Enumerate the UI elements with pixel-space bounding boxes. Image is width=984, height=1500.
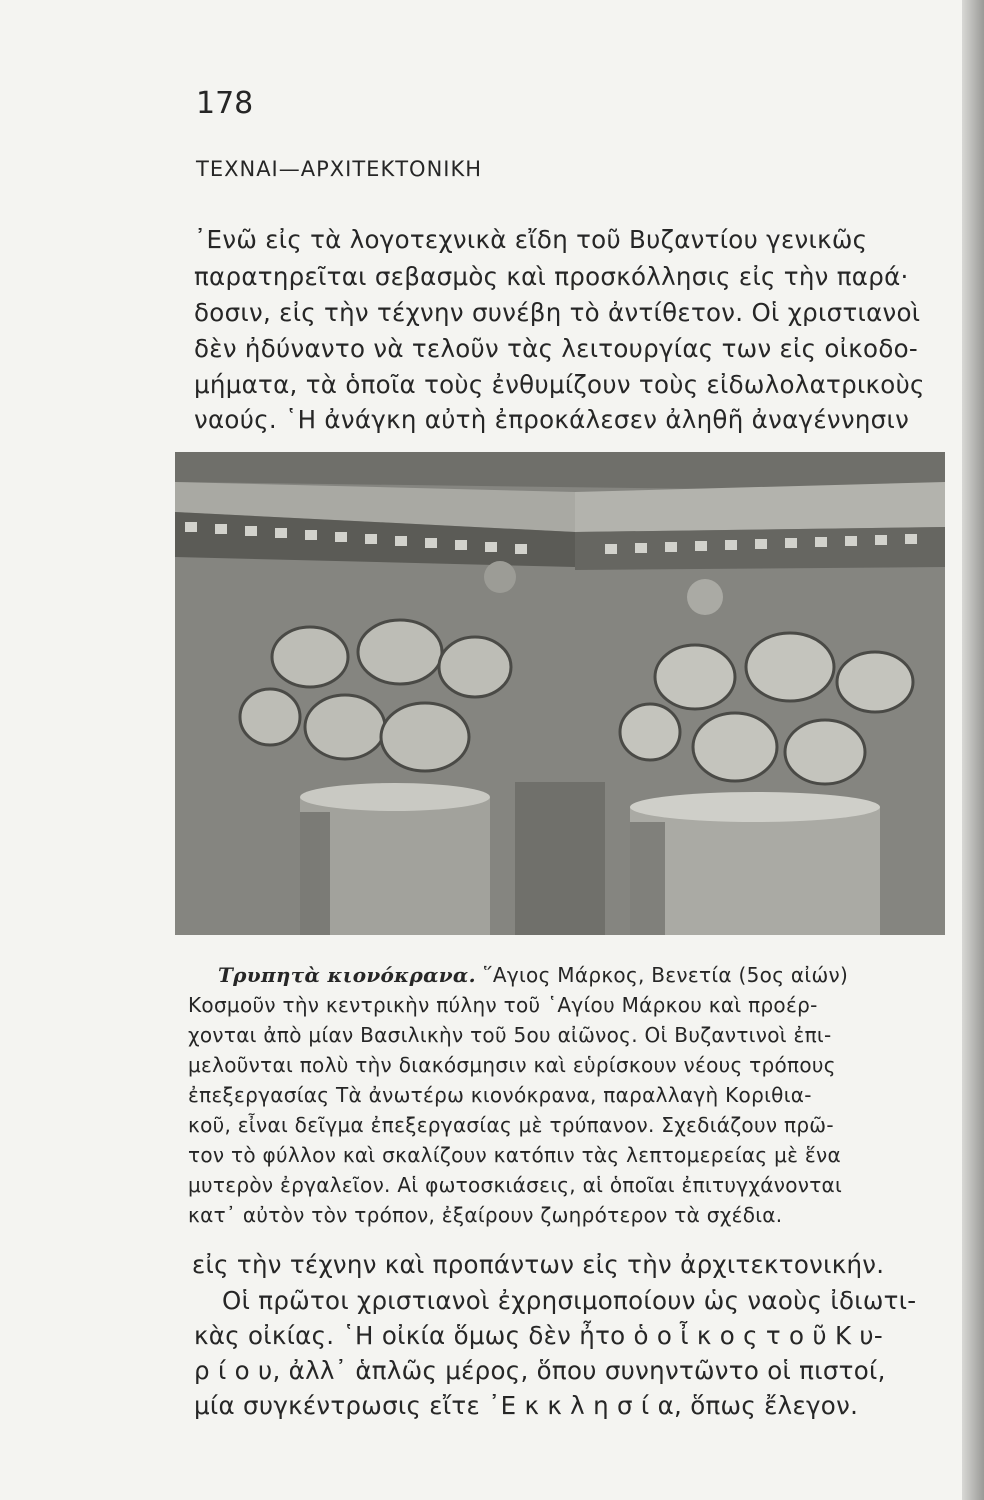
caption-line: ἐπεξεργασίας Τὰ ἀνωτέρω κιονόκρανα, παραλλαγὴ Κοριθια- — [188, 1083, 812, 1107]
caption-line: κατ᾿ αὐτὸν τὸν τρόπον, ἐξαίρουν ζωηρότερον τὰ σχέδια. — [188, 1203, 783, 1227]
caption-line: μυτερὸν ἐργαλεῖον. Αἱ φωτοσκιάσεις, αἱ ὁποῖαι ἐπιτυγχάνονται — [188, 1173, 843, 1197]
figure-caption-location: ῞Αγιος Μάρκος, Βενετία (5ος αἰών) — [482, 963, 849, 987]
body-line: μήματα, τὰ ὁποῖα τοὺς ἐνθυμίζουν τοὺς εἰδωλολατρικοὺς — [194, 370, 925, 399]
body-line: μία συγκέντρωσις εἴτε ᾿Ε κ κ λ η σ ί α, ὅπως ἔλεγον. — [194, 1391, 859, 1420]
body-line: ναούς. ῾Η ἀνάγκη αὐτὴ ἐπροκάλεσεν ἀληθῆ ἀναγέννησιν — [194, 405, 910, 434]
capitals-photo-drawing — [175, 452, 945, 935]
body-line: δοσιν, εἰς τὴν τέχνην συνέβη τὸ ἀντίθετον. Οἱ χριστιανοὶ — [194, 298, 921, 327]
caption-line: χονται ἀπὸ μίαν Βασιλικὴν τοῦ 5ου αἰῶνος. Οἱ Βυζαντινοὶ ἐπι- — [188, 1023, 832, 1047]
body-line: εἰς τὴν τέχνην καὶ προπάντων εἰς τὴν ἀρχιτεκτονικήν. — [192, 1250, 885, 1279]
body-line: Οἱ πρῶτοι χριστιανοὶ ἐχρησιμοποίουν ὡς ναοὺς ἰδιωτι- — [222, 1286, 917, 1315]
body-line: κὰς οἰκίας. ῾Η οἰκία ὅμως δὲν ἦτο ὁ ο ἶ κ ο ς τ ο ῦ Κ υ- — [194, 1321, 884, 1350]
caption-line: Κοσμοῦν τὴν κεντρικὴν πύλην τοῦ ῾Αγίου Μάρκου καὶ προέρ- — [188, 993, 818, 1017]
figure-caption-title: Τρυπητὰ κιονόκρανα. — [218, 963, 476, 987]
body-line: ᾿Ενῶ εἰς τὰ λογοτεχνικὰ εἴδη τοῦ Βυζαντίου γενικῶς — [194, 225, 868, 254]
figure-caption-heading — [218, 960, 848, 990]
capitals-photograph — [175, 452, 945, 935]
page-number: 178 — [196, 86, 254, 121]
caption-line: κοῦ, εἶναι δεῖγμα ἐπεξεργασίας μὲ τρύπανον. Σχεδιάζουν πρῶ- — [188, 1113, 834, 1137]
body-line: παρατηρεῖται σεβασμὸς καὶ προσκόλλησις εἰς τὴν παρά· — [194, 262, 909, 291]
caption-line: μελοῦνται πολὺ τὴν διακόσμησιν καὶ εὑρίσκουν νέους τρόπους — [188, 1053, 836, 1077]
body-line: δὲν ἠδύναντο νὰ τελοῦν τὰς λειτουργίας των εἰς οἰκοδο- — [194, 334, 919, 363]
page-binding-edge — [962, 0, 984, 1500]
caption-line: τον τὸ φύλλον καὶ σκαλίζουν κατόπιν τὰς λεπτομερείας μὲ ἕνα — [188, 1143, 841, 1167]
running-header: ΤΕΧΝΑΙ—ΑΡΧΙΤΕΚΤΟΝΙΚΗ — [196, 157, 483, 181]
body-line: ρ ί ο υ, ἀλλ᾿ ἁπλῶς μέρος, ὅπου συνηντῶντο οἱ πιστοί, — [194, 1356, 886, 1385]
